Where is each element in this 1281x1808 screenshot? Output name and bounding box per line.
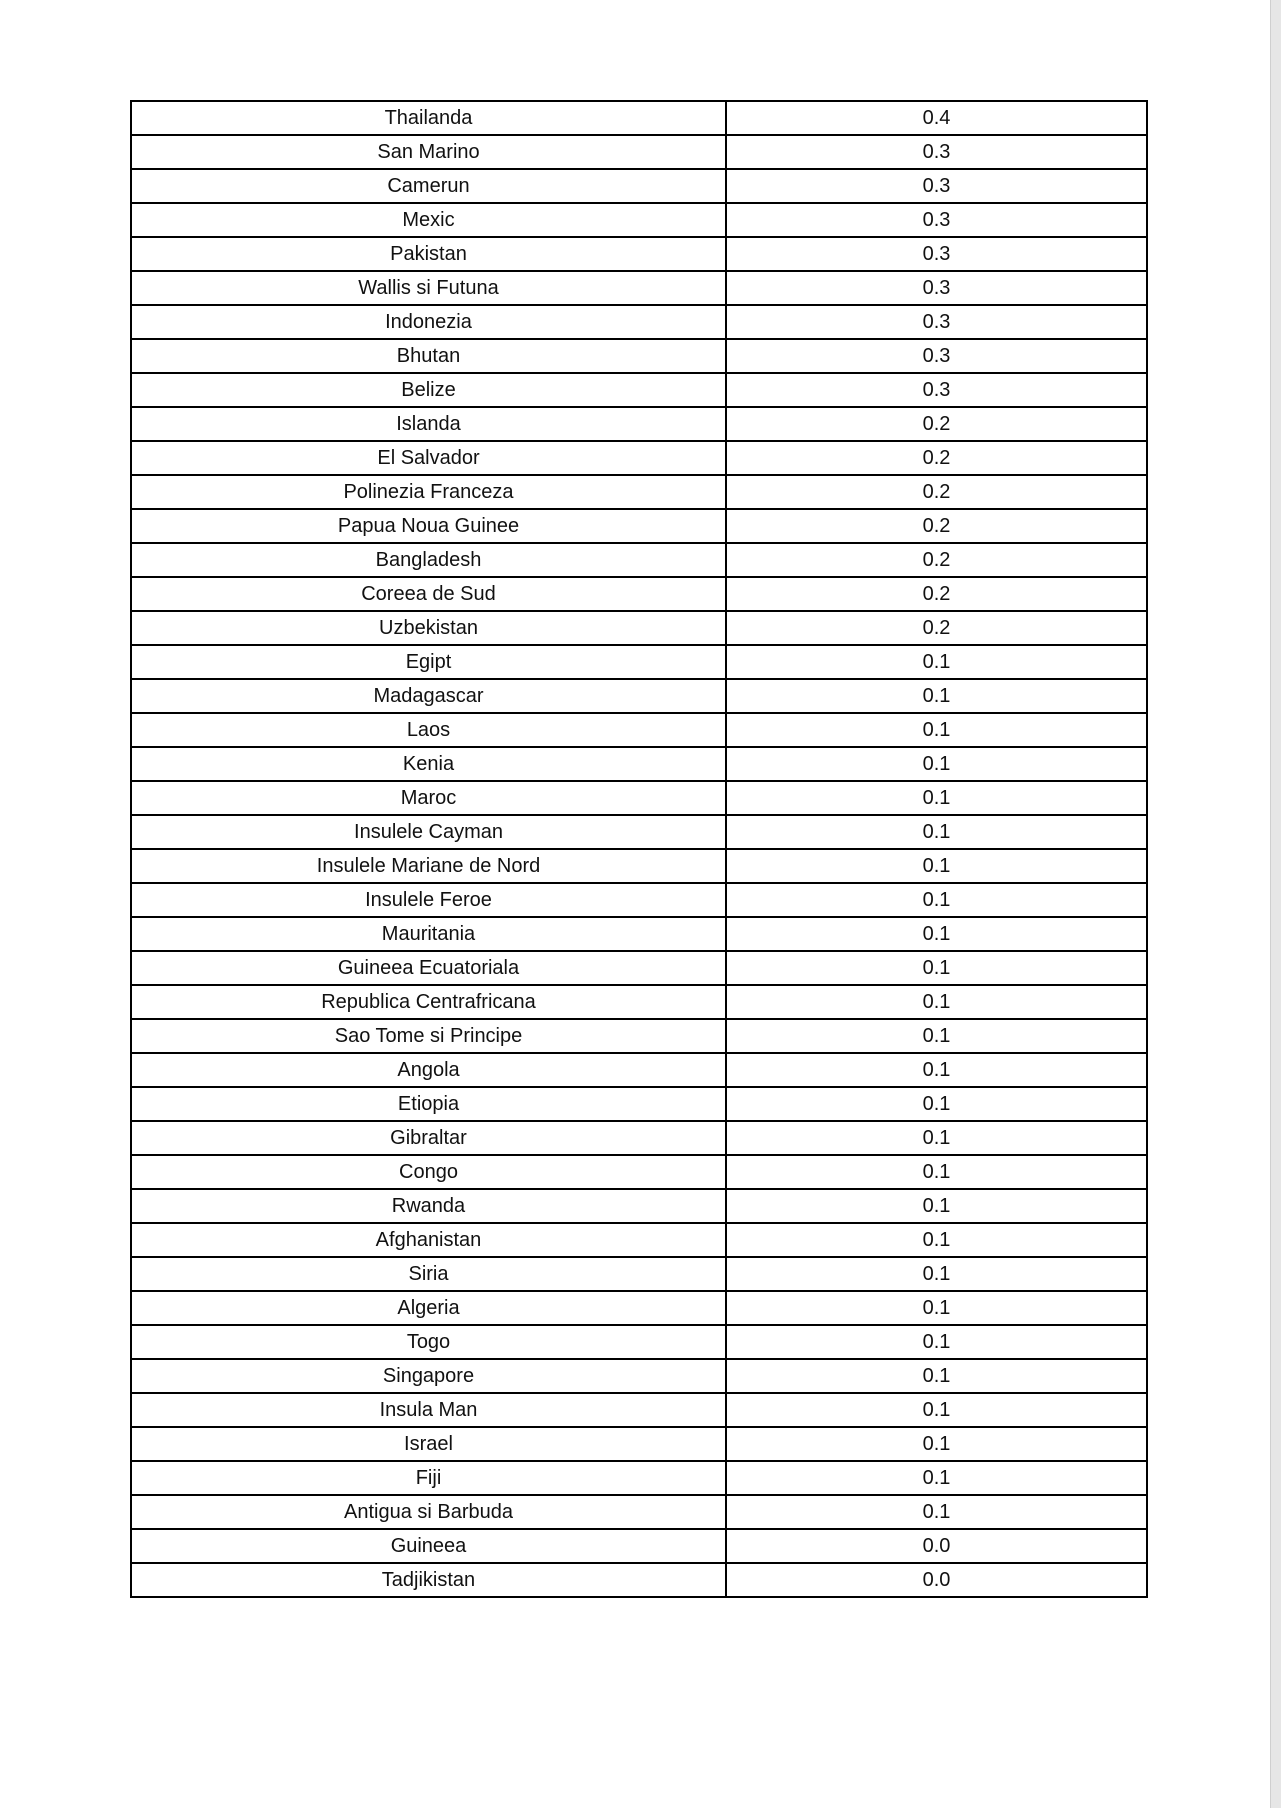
table-row: [131, 1325, 1147, 1359]
country-name-cell: Laos: [131, 713, 726, 747]
table-row: [131, 373, 1147, 407]
country-name-cell: Israel: [131, 1427, 726, 1461]
country-name-cell: Islanda: [131, 407, 726, 441]
country-name-cell: Siria: [131, 1257, 726, 1291]
value-cell: 0.0: [726, 1563, 1147, 1597]
table-row: [131, 645, 1147, 679]
table-row: [131, 1223, 1147, 1257]
value-cell: 0.1: [726, 1155, 1147, 1189]
table-row: [131, 577, 1147, 611]
value-cell: 0.1: [726, 1087, 1147, 1121]
value-cell: 0.1: [726, 1495, 1147, 1529]
value-cell: 0.1: [726, 747, 1147, 781]
table-row: [131, 509, 1147, 543]
country-name-cell: Madagascar: [131, 679, 726, 713]
value-cell: 0.1: [726, 679, 1147, 713]
country-name-cell: Togo: [131, 1325, 726, 1359]
table-row: [131, 1291, 1147, 1325]
value-cell: 0.0: [726, 1529, 1147, 1563]
table-row: [131, 237, 1147, 271]
table-row: [131, 1189, 1147, 1223]
value-cell: 0.1: [726, 1189, 1147, 1223]
value-cell: 0.2: [726, 441, 1147, 475]
country-name-cell: Bangladesh: [131, 543, 726, 577]
value-cell: 0.1: [726, 1257, 1147, 1291]
country-name-cell: Insulele Mariane de Nord: [131, 849, 726, 883]
value-cell: 0.1: [726, 1291, 1147, 1325]
country-name-cell: Maroc: [131, 781, 726, 815]
country-name-cell: El Salvador: [131, 441, 726, 475]
value-cell: 0.1: [726, 951, 1147, 985]
table-row: [131, 917, 1147, 951]
table-row: [131, 339, 1147, 373]
table-row: [131, 1359, 1147, 1393]
value-cell: 0.3: [726, 305, 1147, 339]
country-name-cell: Egipt: [131, 645, 726, 679]
value-cell: 0.2: [726, 475, 1147, 509]
table-row: [131, 747, 1147, 781]
country-name-cell: Gibraltar: [131, 1121, 726, 1155]
table-row: [131, 1495, 1147, 1529]
value-cell: 0.2: [726, 543, 1147, 577]
value-cell: 0.1: [726, 1461, 1147, 1495]
value-cell: 0.1: [726, 1121, 1147, 1155]
table-row: [131, 1121, 1147, 1155]
country-name-cell: Insulele Cayman: [131, 815, 726, 849]
country-name-cell: Singapore: [131, 1359, 726, 1393]
value-cell: 0.1: [726, 1427, 1147, 1461]
table-row: [131, 1155, 1147, 1189]
value-cell: 0.1: [726, 985, 1147, 1019]
table-row: [131, 679, 1147, 713]
value-cell: 0.1: [726, 1325, 1147, 1359]
value-cell: 0.2: [726, 577, 1147, 611]
table-row: [131, 713, 1147, 747]
value-cell: 0.4: [726, 101, 1147, 135]
table-row: [131, 1053, 1147, 1087]
value-cell: 0.1: [726, 1359, 1147, 1393]
country-name-cell: Papua Noua Guinee: [131, 509, 726, 543]
value-cell: 0.3: [726, 237, 1147, 271]
country-name-cell: Republica Centrafricana: [131, 985, 726, 1019]
country-name-cell: Afghanistan: [131, 1223, 726, 1257]
country-name-cell: Camerun: [131, 169, 726, 203]
table-row: [131, 985, 1147, 1019]
table-row: [131, 1087, 1147, 1121]
value-cell: 0.3: [726, 203, 1147, 237]
value-cell: 0.3: [726, 373, 1147, 407]
table-row: [131, 441, 1147, 475]
country-name-cell: Guineea Ecuatoriala: [131, 951, 726, 985]
value-cell: 0.1: [726, 645, 1147, 679]
table-row: [131, 1257, 1147, 1291]
value-cell: 0.3: [726, 271, 1147, 305]
country-name-cell: Fiji: [131, 1461, 726, 1495]
table-row: [131, 271, 1147, 305]
country-name-cell: Congo: [131, 1155, 726, 1189]
table-row: [131, 101, 1147, 135]
value-cell: 0.2: [726, 611, 1147, 645]
table-row: [131, 305, 1147, 339]
table-row: [131, 781, 1147, 815]
table-row: [131, 611, 1147, 645]
value-cell: 0.3: [726, 339, 1147, 373]
table-row: [131, 815, 1147, 849]
country-name-cell: Mauritania: [131, 917, 726, 951]
country-name-cell: San Marino: [131, 135, 726, 169]
value-cell: 0.1: [726, 781, 1147, 815]
value-cell: 0.1: [726, 849, 1147, 883]
value-cell: 0.1: [726, 917, 1147, 951]
country-name-cell: Kenia: [131, 747, 726, 781]
country-name-cell: Insula Man: [131, 1393, 726, 1427]
country-name-cell: Mexic: [131, 203, 726, 237]
table-row: [131, 1529, 1147, 1563]
table-row: [131, 883, 1147, 917]
table-row: [131, 135, 1147, 169]
table-row: [131, 169, 1147, 203]
table-row: [131, 407, 1147, 441]
country-name-cell: Guineea: [131, 1529, 726, 1563]
country-name-cell: Antigua si Barbuda: [131, 1495, 726, 1529]
country-name-cell: Polinezia Franceza: [131, 475, 726, 509]
country-name-cell: Etiopia: [131, 1087, 726, 1121]
country-name-cell: Insulele Feroe: [131, 883, 726, 917]
table-row: [131, 1019, 1147, 1053]
value-cell: 0.2: [726, 509, 1147, 543]
table-row: [131, 849, 1147, 883]
table-row: [131, 951, 1147, 985]
table-row: [131, 1461, 1147, 1495]
country-name-cell: Rwanda: [131, 1189, 726, 1223]
value-cell: 0.1: [726, 1393, 1147, 1427]
value-cell: 0.3: [726, 135, 1147, 169]
country-name-cell: Bhutan: [131, 339, 726, 373]
table-row: [131, 475, 1147, 509]
country-name-cell: Angola: [131, 1053, 726, 1087]
table-row: [131, 203, 1147, 237]
country-name-cell: Tadjikistan: [131, 1563, 726, 1597]
table-row: [131, 1427, 1147, 1461]
country-name-cell: Coreea de Sud: [131, 577, 726, 611]
country-name-cell: Thailanda: [131, 101, 726, 135]
value-cell: 0.1: [726, 713, 1147, 747]
table-row: [131, 1393, 1147, 1427]
country-value-table: [130, 100, 1148, 1598]
country-name-cell: Uzbekistan: [131, 611, 726, 645]
country-name-cell: Belize: [131, 373, 726, 407]
value-cell: 0.1: [726, 815, 1147, 849]
country-name-cell: Algeria: [131, 1291, 726, 1325]
value-cell: 0.2: [726, 407, 1147, 441]
value-cell: 0.1: [726, 1053, 1147, 1087]
value-cell: 0.3: [726, 169, 1147, 203]
country-name-cell: Sao Tome si Principe: [131, 1019, 726, 1053]
value-cell: 0.1: [726, 1223, 1147, 1257]
country-name-cell: Wallis si Futuna: [131, 271, 726, 305]
value-cell: 0.1: [726, 883, 1147, 917]
table-row: [131, 543, 1147, 577]
table-body: [131, 101, 1147, 1597]
country-name-cell: Indonezia: [131, 305, 726, 339]
table-row: [131, 1563, 1147, 1597]
country-name-cell: Pakistan: [131, 237, 726, 271]
value-cell: 0.1: [726, 1019, 1147, 1053]
